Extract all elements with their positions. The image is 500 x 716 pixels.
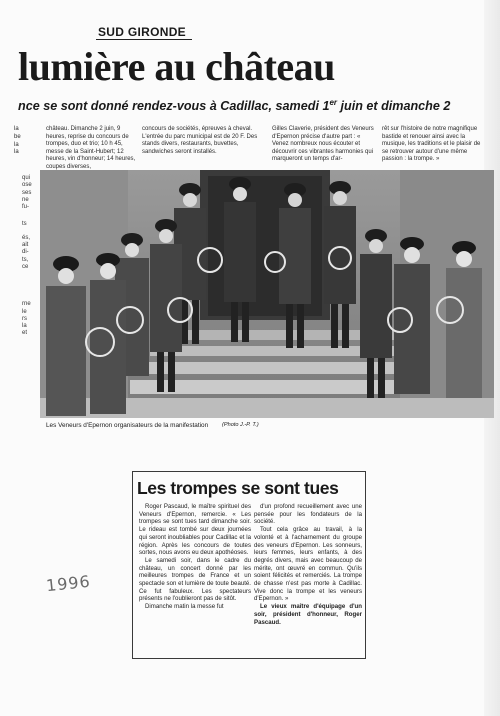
fragment-line: ait — [22, 242, 29, 249]
section-underline — [96, 39, 192, 40]
fragment-line: la — [14, 126, 19, 132]
fragment-line: ses — [22, 189, 32, 196]
fragment-line: rs — [22, 315, 27, 322]
fragment-line: la — [14, 149, 19, 156]
sidebar-column-1 — [139, 503, 251, 611]
paragraph: Le samedi soir, dans le cadre du château, un concert donné par les meilleures trompes de France et un spectacle son et lumière de toute beauté. Ce fut fabuleux. Les spectateurs présents ne l'oublieront pas de sitôt. — [139, 556, 251, 603]
fragment-line: ts, — [22, 256, 29, 263]
section-label: SUD GIRONDE — [98, 25, 186, 39]
article-subhead-text: nce se sont donné rendez-vous à Cadillac, samedi 1er juin et dimanche 2 — [18, 98, 451, 114]
paragraph: Roger Pascaud, le maître spirituel des Veneurs d'Epernon, remercie. « Les trompes se sont tues tard dimanche soir. Le rideau est tombé sur deux journées qui seront inoubliables pour Cadillac et la région. Après les concours de toutes sortes, nous avons eu deux apothéoses. — [139, 503, 251, 557]
fragment-line: di- — [22, 249, 29, 256]
article-column-3: Gilles Claverie, président des Veneurs d'Epernon précise d'autre part : « Venez nombreux nous écouter et découvrir ces vibrantes harmonies qui marqueront un temps d'ar- — [272, 126, 374, 163]
group-photo — [40, 170, 494, 418]
fragment-line: ose — [22, 182, 32, 189]
fragment-line: la — [22, 323, 27, 330]
paragraph: Tout cela grâce au travail, à la volonté et à l'acharnement du groupe des veneurs d'Epernon. Les sonneurs, leurs femmes, leurs enfants, à des degrés divers, mais avec beaucoup de mérite, ont œuvré en commun. Qu'ils soient félicités et remerciés. La trompe de chasse n'est pas morte à Cadillac. Vive donc la trompe et les veneurs d'Epernon. » — [254, 526, 362, 603]
fragment-line: et — [22, 330, 28, 337]
fragment-line: qui — [22, 175, 31, 181]
fragment-line: le — [22, 308, 27, 315]
cut-column-fragment-left — [22, 175, 36, 338]
handwritten-year: 1996 — [45, 571, 92, 596]
fragment-line: ne — [22, 196, 29, 203]
photo-caption: Les Veneurs d'Epernon organisateurs de la manifestation — [46, 422, 209, 429]
group-photo-image — [40, 170, 494, 418]
article-headline: lumière au château — [18, 44, 335, 89]
paragraph: d'un profond recueillement avec une pensée pour les fondateurs de la société. — [254, 503, 362, 526]
fragment-line: la — [14, 141, 19, 148]
cut-column-fragment-top — [14, 126, 28, 157]
article-subhead — [18, 98, 450, 113]
fragment-line: rne — [22, 301, 31, 308]
fragment-line: be — [14, 133, 21, 140]
fragment-line: és, — [22, 234, 31, 241]
article-column-1: château. Dimanche 2 juin, 9 heures, reprise du concours de trompes, duo et trio; 10 h 45, messe de la Saint-Hubert; 12 heures, vin d'honneur; 14 heures, coupes diverses, — [46, 126, 136, 170]
photo-credit: (Photo J.-P. T.) — [222, 422, 259, 428]
fragment-line: fu- — [22, 204, 30, 211]
fragment-line: ts — [22, 221, 27, 228]
article-column-4: rêt sur l'histoire de notre magnifique bastide et renouer ainsi avec la musique, les traditions et le plaisir de se retrouver autour d'une même passion : la trompe. » — [382, 126, 481, 163]
fragment-line: ce — [22, 263, 29, 270]
sidebar-article-title: Les trompes se sont tues — [137, 478, 339, 498]
article-column-2: concours de sociétés, épreuves à cheval. L'entrée du parc municipal est de 20 F. Des stands divers, restaurants, buvettes, sandwiches seront installés. — [142, 126, 258, 155]
paragraph: Dimanche matin la messe fut — [145, 603, 224, 611]
signoff: Le vieux maître d'équipage d'un soir, président d'honneur, Roger Pascaud. — [254, 603, 362, 626]
sidebar-column-2 — [254, 503, 362, 626]
